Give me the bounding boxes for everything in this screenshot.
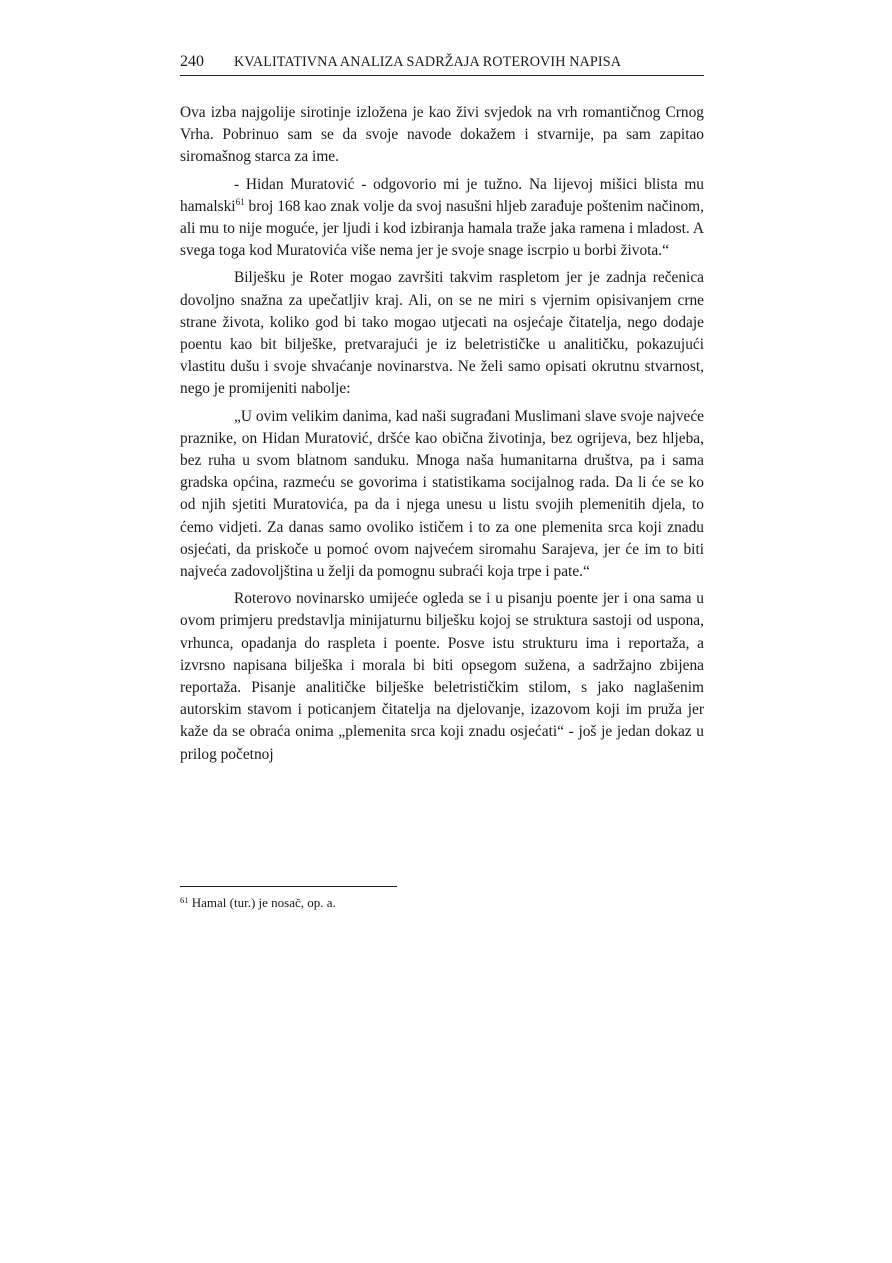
paragraph-2-text-end: broj 168 kao znak volje da svoj nasušni hljeb zarađuje poštenim načinom, ali mu to nije moguće, jer ljudi i kod izbiranja hamala traže jaka ramena i mladost. A svega toga kod Muratovića više nema jer je svoje snage iscrpio u borbi života.“ [180, 197, 704, 260]
paragraph-3: Bilješku je Roter mogao završiti takvim raspletom jer je zadnja rečenica dovoljno snažna za upečatljiv kraj. Ali, on se ne miri s vjernim opisivanjem crne strane života, koliko god bi tako mogao utjecati na osjećaje čitatelja, nego dodaje poentu kao bit bilješke, pretvarajući je iz beletrističke u analitičku, pokazujući vlastitu dušu i svoje shvaćanje novinarstva. Ne želi samo opisati okrutnu stvarnost, nego je promijeniti nabolje: [180, 269, 704, 398]
quoted-paragraph: „U ovim velikim danima, kad naši sugrađani Muslimani slave svoje najveće praznike, on Hidan Muratović, dršće kao obična životinja, bez ogrijeva, bez hljeba, bez ruha u svom blatnom sanduku. Mnoga naša humanitarna društva, pa i sama gradska općina, razmeću se govorima i statistikama socijalnog rada. Da li će se ko od njih sjetiti Muratovića, pa da i njega unesu u listu svojih plemenitih djela, to ćemo vidjeti. Za danas samo ovoliko ističem i to za one plemenita srca koji znadu osjećati, da priskoče u pomoć ovom najvećem siromahu Sarajeva, jer će im to biti najveća zadovoljština u želji da pomognu subraći koja trpe i pate.“ [180, 407, 704, 581]
paragraph-2 [180, 174, 704, 263]
paragraph-5: Roterovo novinarsko umijeće ogleda se i u pisanju poente jer i ona sama u ovom primjeru predstavlja minijaturnu bilješku kojoj se struktura sastoji od uspona, vrhunca, opadanja do raspleta i poente. Posve istu strukturu ima i reportaža, a izvrsno napisana bilješka i morala bi biti opsegom sužena, a sadržajno zbijena reportaža. Pisanje analitičke bilješke beletrističkim stilom, s jako naglašenim autorskim stavom i poticanjem čitatelja na djelovanje, izazovom koji im pruža jer kaže da se obraća onima „plemenita srca koji znadu osjećati“ - još je jedan dokaz u prilog početnoj [180, 590, 704, 763]
running-header-title: KVALITATIVNA ANALIZA SADRŽAJA ROTEROVIH NAPISA [234, 54, 622, 70]
footnote-text: Hamal (tur.) je nosač, op. a. [188, 895, 336, 910]
footnote-number: 61 [180, 895, 189, 905]
footnote-reference: 61 [235, 196, 245, 207]
paragraph-1: Ova izba najgolije sirotinje izložena je kao živi svjedok na vrh romantičnog Crnog Vrha. Pobrinuo sam se da svoje navode dokažem i stvarnije, pa sam zapitao siromašnog starca za ime. [180, 104, 704, 166]
paragraph-2-text-start: - Hidan Muratović - odgovorio mi je tužno. Na lijevoj mišici blista mu hamalski [180, 175, 704, 215]
footnote [180, 894, 704, 912]
body-text [180, 102, 704, 771]
footnote-separator [180, 886, 397, 887]
running-header [180, 53, 704, 76]
page-number: 240 [180, 53, 204, 70]
